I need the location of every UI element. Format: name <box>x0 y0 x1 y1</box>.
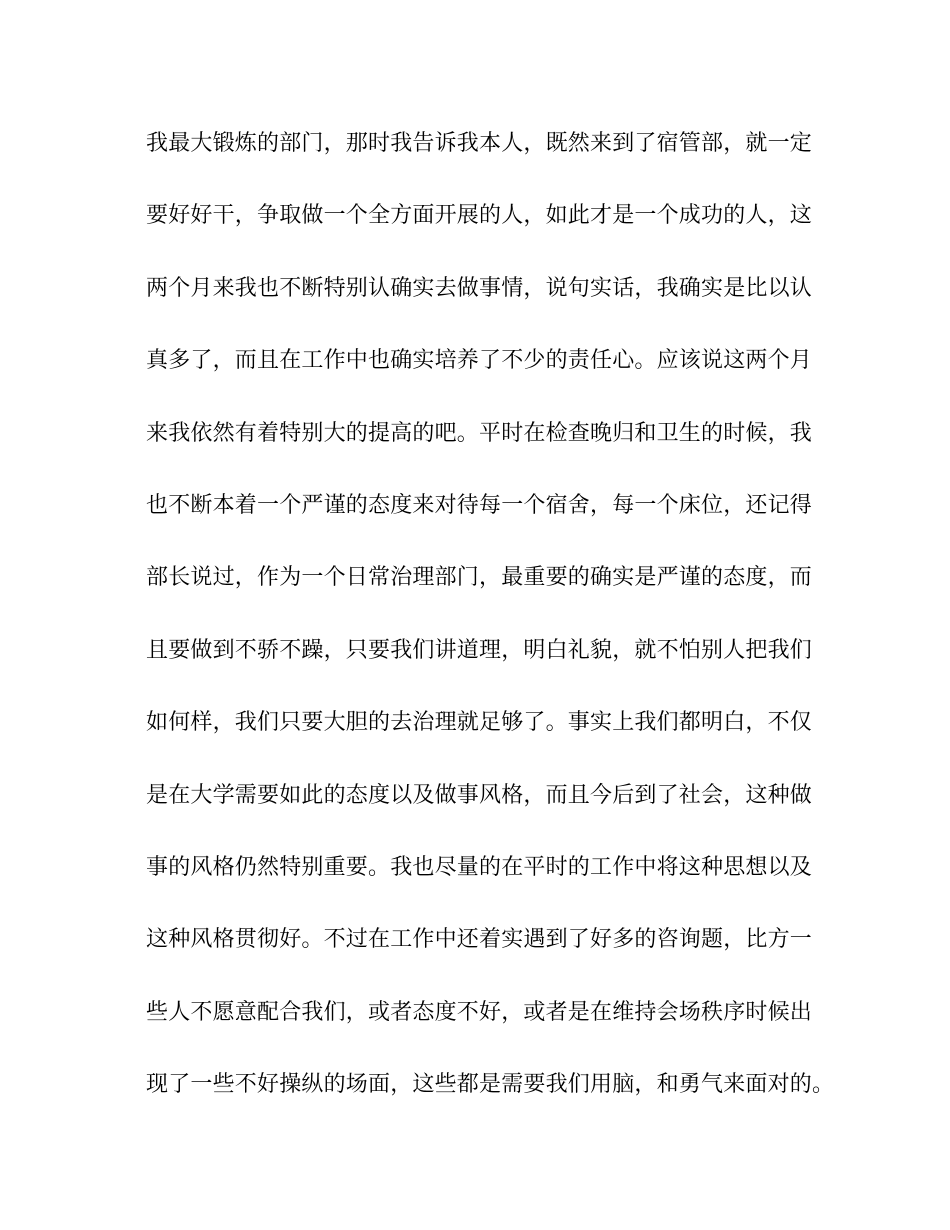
text-line: 现了一些不好操纵的场面，这些都是需要我们用脑，和勇气来面对的。 <box>146 1072 835 1098</box>
text-line: 真多了，而且在工作中也确实培养了不少的责任心。应该说这两个月 <box>146 348 813 374</box>
text-line: 这种风格贯彻好。不过在工作中还着实遇到了好多的咨询题，比方一 <box>146 927 813 953</box>
text-line: 且要做到不骄不躁，只要我们讲道理，明白礼貌，就不怕别人把我们 <box>146 637 813 663</box>
text-line: 事的风格仍然特别重要。我也尽量的在平时的工作中将这种思想以及 <box>146 854 813 880</box>
text-line: 些人不愿意配合我们，或者态度不好，或者是在维持会场秩序时候出 <box>146 999 813 1025</box>
text-line: 要好好干，争取做一个全方面开展的人，如此才是一个成功的人，这 <box>146 203 813 229</box>
text-line: 也不断本着一个严谨的态度来对待每一个宿舍，每一个床位，还记得 <box>146 492 813 518</box>
body-paragraph <box>146 124 835 1137</box>
text-line: 来我依然有着特别大的提高的吧。平时在检查晚归和卫生的时候，我 <box>146 420 813 446</box>
text-line: 我最大锻炼的部门，那时我告诉我本人，既然来到了宿管部，就一定 <box>146 131 813 156</box>
text-line: 是在大学需要如此的态度以及做事风格，而且今后到了社会，这种做 <box>146 782 813 808</box>
text-line: 两个月来我也不断特别认确实去做事情，说句实话，我确实是比以认 <box>146 275 813 301</box>
text-line: 如何样，我们只要大胆的去治理就足够了。事实上我们都明白，不仅 <box>146 710 813 736</box>
text-line: 部长说过，作为一个日常治理部门，最重要的确实是严谨的态度，而 <box>146 565 813 591</box>
